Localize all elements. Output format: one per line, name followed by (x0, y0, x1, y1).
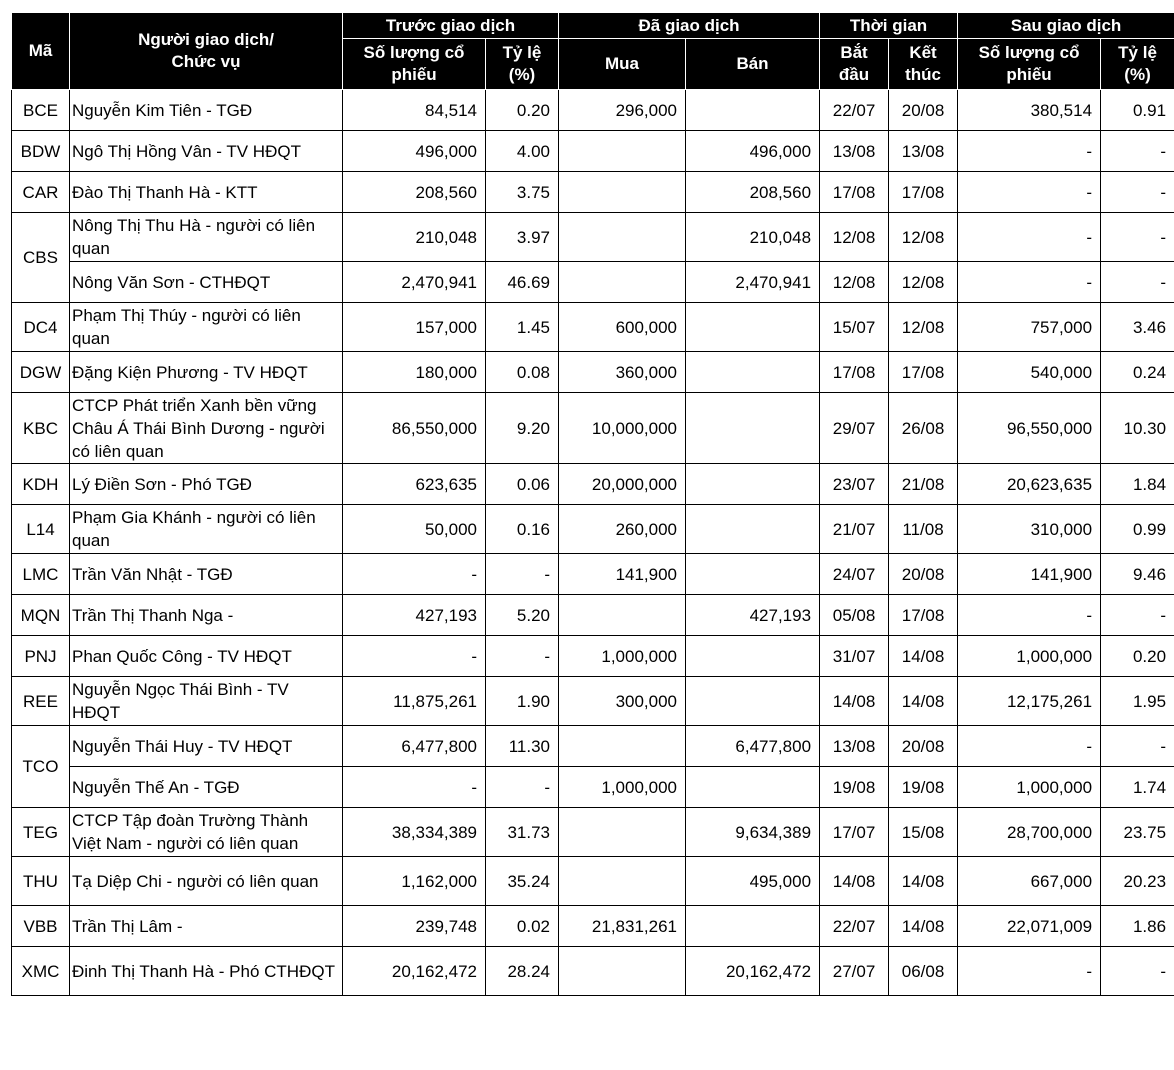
cell-mua: 21,831,261 (559, 906, 686, 947)
table-row (12, 393, 1174, 464)
cell-sl-sau: 1,000,000 (958, 767, 1101, 808)
header-truoc-giao-dich: Trước giao dịch (343, 13, 559, 39)
cell-tl-sau: 0.99 (1101, 505, 1174, 554)
cell-tl-sau: 20.23 (1101, 857, 1174, 906)
header-ty-le-truoc: Tỷ lệ (%) (486, 39, 559, 90)
cell-ban (686, 636, 820, 677)
cell-ban: 495,000 (686, 857, 820, 906)
cell-ket-thuc: 11/08 (889, 505, 958, 554)
table-row (12, 131, 1174, 172)
cell-mua: 260,000 (559, 505, 686, 554)
cell-ket-thuc: 12/08 (889, 213, 958, 262)
cell-mua (559, 947, 686, 996)
cell-ban: 6,477,800 (686, 726, 820, 767)
cell-name: Nguyễn Kim Tiên - TGĐ (70, 90, 343, 131)
cell-tl-sau: 1.95 (1101, 677, 1174, 726)
cell-mua (559, 857, 686, 906)
cell-sl-truoc: 2,470,941 (343, 262, 486, 303)
cell-name: Phan Quốc Công - TV HĐQT (70, 636, 343, 677)
cell-mua (559, 595, 686, 636)
cell-mua: 20,000,000 (559, 464, 686, 505)
cell-ma: BCE (12, 90, 70, 131)
cell-ma: CAR (12, 172, 70, 213)
header-nguoi-giao-dich: Người giao dịch/ Chức vụ (70, 13, 343, 90)
table-row (12, 505, 1174, 554)
cell-sl-truoc: 1,162,000 (343, 857, 486, 906)
cell-name: Phạm Gia Khánh - người có liên quan (70, 505, 343, 554)
cell-sl-truoc: 496,000 (343, 131, 486, 172)
cell-tl-sau: 1.86 (1101, 906, 1174, 947)
table-row (12, 554, 1174, 595)
cell-mua (559, 172, 686, 213)
cell-bat-dau: 24/07 (820, 554, 889, 595)
cell-sl-sau: - (958, 172, 1101, 213)
cell-ket-thuc: 06/08 (889, 947, 958, 996)
cell-ket-thuc: 19/08 (889, 767, 958, 808)
cell-mua: 141,900 (559, 554, 686, 595)
cell-ma: LMC (12, 554, 70, 595)
cell-ma: TCO (12, 726, 70, 808)
cell-tl-truoc: 46.69 (486, 262, 559, 303)
table-row (12, 464, 1174, 505)
cell-name: CTCP Tập đoàn Trường Thành Việt Nam - người có liên quan (70, 808, 343, 857)
cell-bat-dau: 17/08 (820, 172, 889, 213)
header-ket-thuc: Kết thúc (889, 39, 958, 90)
cell-ma: VBB (12, 906, 70, 947)
cell-sl-truoc: - (343, 767, 486, 808)
table-row (12, 595, 1174, 636)
cell-tl-sau: 1.84 (1101, 464, 1174, 505)
cell-ma: KDH (12, 464, 70, 505)
cell-sl-truoc: 86,550,000 (343, 393, 486, 464)
cell-sl-sau: 20,623,635 (958, 464, 1101, 505)
cell-mua (559, 726, 686, 767)
table-row (12, 90, 1174, 131)
cell-ban: 20,162,472 (686, 947, 820, 996)
cell-ket-thuc: 15/08 (889, 808, 958, 857)
cell-mua: 360,000 (559, 352, 686, 393)
cell-sl-sau: 380,514 (958, 90, 1101, 131)
cell-bat-dau: 12/08 (820, 213, 889, 262)
cell-sl-truoc: 84,514 (343, 90, 486, 131)
cell-tl-truoc: 1.90 (486, 677, 559, 726)
header-so-luong-sau: Số lượng cổ phiếu (958, 39, 1101, 90)
cell-ket-thuc: 14/08 (889, 636, 958, 677)
cell-tl-truoc: 0.02 (486, 906, 559, 947)
cell-sl-sau: - (958, 595, 1101, 636)
cell-sl-sau: 667,000 (958, 857, 1101, 906)
cell-tl-truoc: 3.97 (486, 213, 559, 262)
cell-bat-dau: 14/08 (820, 857, 889, 906)
cell-sl-sau: 310,000 (958, 505, 1101, 554)
cell-ket-thuc: 12/08 (889, 262, 958, 303)
table-row (12, 767, 1174, 808)
cell-bat-dau: 17/07 (820, 808, 889, 857)
cell-sl-truoc: 6,477,800 (343, 726, 486, 767)
cell-tl-sau: 0.91 (1101, 90, 1174, 131)
table-row (12, 947, 1174, 996)
cell-name: Đào Thị Thanh Hà - KTT (70, 172, 343, 213)
insider-trading-table (11, 12, 1174, 996)
cell-ban: 9,634,389 (686, 808, 820, 857)
cell-tl-sau: - (1101, 172, 1174, 213)
cell-ban (686, 677, 820, 726)
cell-ban (686, 554, 820, 595)
cell-sl-truoc: 239,748 (343, 906, 486, 947)
table-row (12, 213, 1174, 262)
table-row (12, 636, 1174, 677)
cell-tl-sau: - (1101, 262, 1174, 303)
cell-ket-thuc: 14/08 (889, 857, 958, 906)
cell-bat-dau: 21/07 (820, 505, 889, 554)
table-row (12, 172, 1174, 213)
cell-ket-thuc: 14/08 (889, 906, 958, 947)
cell-sl-truoc: - (343, 636, 486, 677)
cell-mua (559, 808, 686, 857)
cell-name: Lý Điền Sơn - Phó TGĐ (70, 464, 343, 505)
cell-tl-truoc: - (486, 767, 559, 808)
cell-sl-sau: - (958, 947, 1101, 996)
cell-name: Trần Thị Lâm - (70, 906, 343, 947)
cell-ma: DC4 (12, 303, 70, 352)
header-ty-le-sau: Tỷ lệ (%) (1101, 39, 1174, 90)
cell-ban (686, 393, 820, 464)
cell-tl-sau: - (1101, 131, 1174, 172)
cell-tl-sau: - (1101, 213, 1174, 262)
cell-bat-dau: 14/08 (820, 677, 889, 726)
cell-ban: 208,560 (686, 172, 820, 213)
table-row (12, 352, 1174, 393)
cell-ban: 2,470,941 (686, 262, 820, 303)
table-row (12, 906, 1174, 947)
cell-ban: 496,000 (686, 131, 820, 172)
cell-ban (686, 906, 820, 947)
cell-bat-dau: 22/07 (820, 906, 889, 947)
cell-ban (686, 505, 820, 554)
table-row (12, 857, 1174, 906)
cell-ket-thuc: 20/08 (889, 554, 958, 595)
cell-mua: 300,000 (559, 677, 686, 726)
cell-name: Nguyễn Thái Huy - TV HĐQT (70, 726, 343, 767)
cell-name: Phạm Thị Thúy - người có liên quan (70, 303, 343, 352)
cell-tl-truoc: 11.30 (486, 726, 559, 767)
cell-sl-sau: - (958, 262, 1101, 303)
cell-ban (686, 767, 820, 808)
cell-sl-sau: 28,700,000 (958, 808, 1101, 857)
table-row (12, 677, 1174, 726)
cell-tl-sau: 0.24 (1101, 352, 1174, 393)
table-row (12, 303, 1174, 352)
cell-ket-thuc: 21/08 (889, 464, 958, 505)
cell-tl-truoc: - (486, 636, 559, 677)
cell-sl-sau: - (958, 213, 1101, 262)
cell-tl-truoc: 9.20 (486, 393, 559, 464)
cell-ma: BDW (12, 131, 70, 172)
header-da-giao-dich: Đã giao dịch (559, 13, 820, 39)
cell-tl-truoc: 0.16 (486, 505, 559, 554)
cell-ma: KBC (12, 393, 70, 464)
cell-name: Nông Thị Thu Hà - người có liên quan (70, 213, 343, 262)
cell-name: Ngô Thị Hồng Vân - TV HĐQT (70, 131, 343, 172)
cell-name: Nguyễn Ngọc Thái Bình - TV HĐQT (70, 677, 343, 726)
cell-sl-truoc: 38,334,389 (343, 808, 486, 857)
cell-tl-sau: 23.75 (1101, 808, 1174, 857)
cell-tl-truoc: 1.45 (486, 303, 559, 352)
cell-sl-truoc: 50,000 (343, 505, 486, 554)
cell-sl-truoc: 208,560 (343, 172, 486, 213)
cell-mua: 1,000,000 (559, 636, 686, 677)
cell-sl-sau: 12,175,261 (958, 677, 1101, 726)
cell-bat-dau: 05/08 (820, 595, 889, 636)
cell-mua (559, 213, 686, 262)
cell-ket-thuc: 13/08 (889, 131, 958, 172)
cell-name: Trần Văn Nhật - TGĐ (70, 554, 343, 595)
cell-mua: 10,000,000 (559, 393, 686, 464)
cell-sl-truoc: 180,000 (343, 352, 486, 393)
cell-bat-dau: 22/07 (820, 90, 889, 131)
cell-bat-dau: 13/08 (820, 131, 889, 172)
cell-bat-dau: 15/07 (820, 303, 889, 352)
header-bat-dau: Bắt đầu (820, 39, 889, 90)
cell-ket-thuc: 17/08 (889, 595, 958, 636)
cell-tl-truoc: 5.20 (486, 595, 559, 636)
cell-bat-dau: 31/07 (820, 636, 889, 677)
cell-mua: 1,000,000 (559, 767, 686, 808)
header-ma: Mã (12, 13, 70, 90)
cell-tl-truoc: 31.73 (486, 808, 559, 857)
cell-tl-sau: - (1101, 726, 1174, 767)
cell-tl-sau: 10.30 (1101, 393, 1174, 464)
table-row (12, 262, 1174, 303)
cell-tl-sau: 9.46 (1101, 554, 1174, 595)
cell-tl-truoc: - (486, 554, 559, 595)
cell-ma: PNJ (12, 636, 70, 677)
cell-sl-truoc: - (343, 554, 486, 595)
cell-sl-sau: 540,000 (958, 352, 1101, 393)
cell-ket-thuc: 20/08 (889, 90, 958, 131)
table-row (12, 808, 1174, 857)
cell-sl-sau: 22,071,009 (958, 906, 1101, 947)
cell-tl-truoc: 4.00 (486, 131, 559, 172)
cell-tl-truoc: 0.20 (486, 90, 559, 131)
cell-tl-sau: - (1101, 595, 1174, 636)
cell-ket-thuc: 14/08 (889, 677, 958, 726)
header-so-luong-truoc: Số lượng cổ phiếu (343, 39, 486, 90)
cell-sl-sau: 96,550,000 (958, 393, 1101, 464)
cell-ket-thuc: 20/08 (889, 726, 958, 767)
cell-sl-sau: 757,000 (958, 303, 1101, 352)
cell-name: Đinh Thị Thanh Hà - Phó CTHĐQT (70, 947, 343, 996)
cell-bat-dau: 29/07 (820, 393, 889, 464)
cell-bat-dau: 12/08 (820, 262, 889, 303)
cell-ban: 210,048 (686, 213, 820, 262)
cell-sl-sau: 141,900 (958, 554, 1101, 595)
cell-tl-truoc: 0.06 (486, 464, 559, 505)
cell-tl-sau: 1.74 (1101, 767, 1174, 808)
cell-mua (559, 262, 686, 303)
header-row-groups (12, 13, 1174, 39)
cell-ban (686, 464, 820, 505)
cell-tl-sau: - (1101, 947, 1174, 996)
cell-tl-truoc: 3.75 (486, 172, 559, 213)
cell-tl-truoc: 0.08 (486, 352, 559, 393)
cell-name: Trần Thị Thanh Nga - (70, 595, 343, 636)
cell-tl-sau: 3.46 (1101, 303, 1174, 352)
cell-sl-truoc: 20,162,472 (343, 947, 486, 996)
cell-sl-sau: 1,000,000 (958, 636, 1101, 677)
cell-ma: REE (12, 677, 70, 726)
cell-tl-sau: 0.20 (1101, 636, 1174, 677)
cell-bat-dau: 23/07 (820, 464, 889, 505)
cell-sl-sau: - (958, 726, 1101, 767)
cell-sl-sau: - (958, 131, 1101, 172)
cell-name: CTCP Phát triển Xanh bền vững Châu Á Thái Bình Dương - người có liên quan (70, 393, 343, 464)
cell-name: Đặng Kiện Phương - TV HĐQT (70, 352, 343, 393)
cell-ket-thuc: 17/08 (889, 172, 958, 213)
cell-mua: 600,000 (559, 303, 686, 352)
cell-ban: 427,193 (686, 595, 820, 636)
cell-tl-truoc: 35.24 (486, 857, 559, 906)
cell-bat-dau: 27/07 (820, 947, 889, 996)
cell-ban (686, 303, 820, 352)
cell-ma: THU (12, 857, 70, 906)
cell-ban (686, 90, 820, 131)
cell-sl-truoc: 11,875,261 (343, 677, 486, 726)
header-sau-giao-dich: Sau giao dịch (958, 13, 1174, 39)
cell-ma: L14 (12, 505, 70, 554)
cell-ket-thuc: 26/08 (889, 393, 958, 464)
cell-bat-dau: 13/08 (820, 726, 889, 767)
cell-sl-truoc: 157,000 (343, 303, 486, 352)
cell-bat-dau: 19/08 (820, 767, 889, 808)
cell-sl-truoc: 427,193 (343, 595, 486, 636)
cell-name: Nguyễn Thế An - TGĐ (70, 767, 343, 808)
cell-sl-truoc: 210,048 (343, 213, 486, 262)
cell-ket-thuc: 17/08 (889, 352, 958, 393)
header-ban: Bán (686, 39, 820, 90)
table-row (12, 726, 1174, 767)
cell-ban (686, 352, 820, 393)
cell-mua (559, 131, 686, 172)
cell-tl-truoc: 28.24 (486, 947, 559, 996)
cell-bat-dau: 17/08 (820, 352, 889, 393)
cell-mua: 296,000 (559, 90, 686, 131)
cell-ket-thuc: 12/08 (889, 303, 958, 352)
cell-ma: XMC (12, 947, 70, 996)
cell-sl-truoc: 623,635 (343, 464, 486, 505)
header-thoi-gian: Thời gian (820, 13, 958, 39)
header-mua: Mua (559, 39, 686, 90)
cell-name: Nông Văn Sơn - CTHĐQT (70, 262, 343, 303)
cell-name: Tạ Diệp Chi - người có liên quan (70, 857, 343, 906)
cell-ma: CBS (12, 213, 70, 303)
cell-ma: DGW (12, 352, 70, 393)
cell-ma: MQN (12, 595, 70, 636)
cell-ma: TEG (12, 808, 70, 857)
